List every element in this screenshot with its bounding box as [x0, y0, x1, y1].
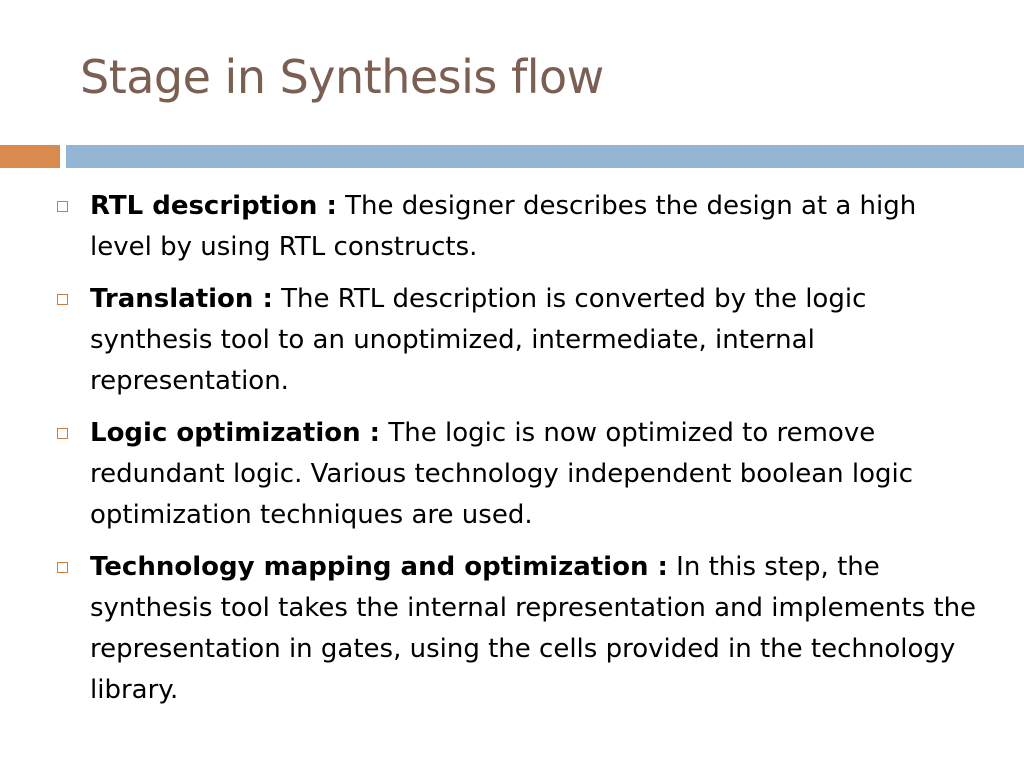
bullet-term: RTL description :	[90, 191, 337, 221]
bullet-text: In this step, the synthesis tool takes the internal representation and implements the representation in gates, using the cells provided in the technology library.	[90, 552, 977, 705]
hollow-square-icon	[57, 562, 68, 573]
bullet-term: Logic optimization :	[90, 418, 381, 448]
bullet-text: The RTL description is converted by the logic synthesis tool to an unoptimized, intermediate, internal representation.	[90, 284, 867, 396]
bullet-text: The logic is now optimized to remove redundant logic. Various technology independent boolean logic optimization techniques are used.	[90, 418, 914, 530]
accent-bar	[0, 145, 60, 168]
slide-title: Stage in Synthesis flow	[80, 50, 604, 104]
hollow-square-icon	[57, 294, 68, 305]
bullet-text: The designer describes the design at a high level by using RTL constructs.	[90, 191, 917, 262]
bullet-item-technology-mapping	[55, 547, 980, 711]
hollow-square-icon	[57, 428, 68, 439]
bullet-item-rtl-description	[55, 186, 980, 268]
header-divider-bar	[66, 145, 1024, 168]
bullet-term: Translation :	[90, 284, 273, 314]
bullet-item-logic-optimization	[55, 413, 980, 536]
bullet-term: Technology mapping and optimization :	[90, 552, 668, 582]
bullet-list	[55, 186, 980, 722]
hollow-square-icon	[57, 201, 68, 212]
bullet-item-translation	[55, 279, 980, 402]
